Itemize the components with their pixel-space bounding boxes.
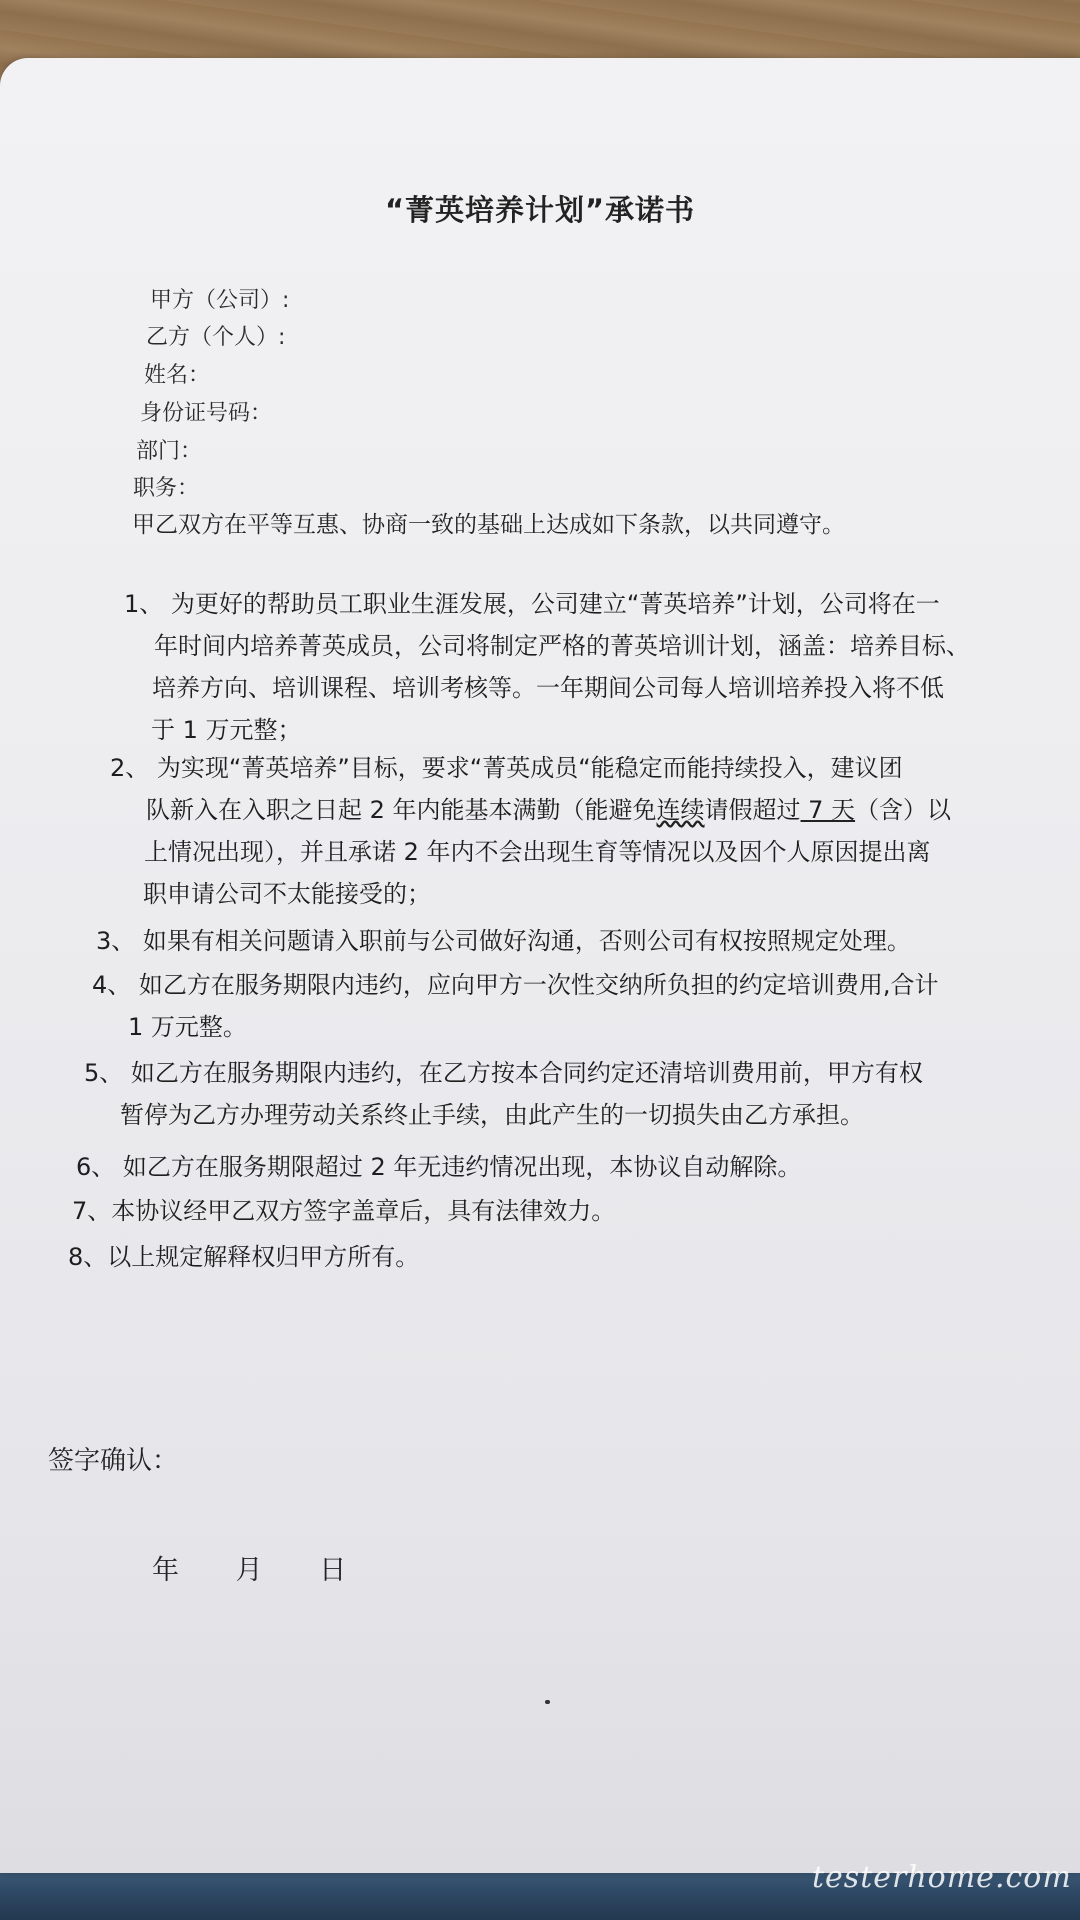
date-day-label: 日 (319, 1555, 347, 1586)
field-party-b: 乙方（个人）: (146, 325, 286, 350)
clause-7-line-1: 7、本协议经甲乙双方签字盖章后，具有法律效力。 (72, 1197, 616, 1225)
watermark: testerhome.com (812, 1860, 1072, 1895)
clause-6 (76, 1146, 801, 1188)
clause-2-line-3: 上情况出现），并且承诺 2 年内不会出现生育等情况以及因个人原因提出离 (144, 838, 931, 866)
date-month-label: 月 (235, 1555, 263, 1586)
clause-2-handwritten-wavy-underline: 连续 (656, 796, 705, 824)
clause-2-handwritten-underline: 7 天 (800, 796, 856, 824)
clause-2-line-2-middle: 请假超过 (704, 796, 801, 824)
clause-4 (92, 964, 939, 1048)
field-name: 姓名： (144, 363, 211, 388)
clause-1-line-1: 1、 为更好的帮助员工职业生涯发展，公司建立“菁英培养”计划，公司将在一 (124, 590, 940, 618)
clause-8 (68, 1236, 419, 1278)
clause-5-line-1: 5、 如乙方在服务期限内违约，在乙方按本合同约定还清培训费用前，甲方有权 (84, 1059, 923, 1087)
document-title: “菁英培养计划”承诺书 (384, 193, 696, 227)
field-id-number: 身份证号码： (140, 401, 273, 426)
clause-2-line-1: 2、 为实现“菁英培养”目标，要求“菁英成员“能稳定而能持续投入，建议团 (110, 754, 903, 782)
ink-speck (545, 1700, 550, 1704)
clause-3-line-1: 3、 如果有相关问题请入职前与公司做好沟通，否则公司有权按照规定处理。 (96, 927, 911, 955)
clause-2-line-2-before: 队新入在入职之日起 2 年内能基本满勤（能避免 (146, 796, 657, 824)
date-row (152, 1548, 394, 1587)
intro-text: 甲乙双方在平等互惠、协商一致的基础上达成如下条款，以共同遵守。 (132, 512, 845, 538)
clause-1 (124, 583, 970, 751)
clause-2-line-4: 职申请公司不太能接受的； (143, 880, 431, 908)
clause-6-line-1: 6、 如乙方在服务期限超过 2 年无违约情况出现，本协议自动解除。 (76, 1153, 802, 1181)
clause-8-line-1: 8、以上规定解释权归甲方所有。 (68, 1243, 420, 1271)
clause-1-line-3: 培养方向、培训课程、培训考核等。一年期间公司每人培训培养投入将不低 (152, 674, 944, 702)
field-department: 部门： (136, 439, 203, 464)
clause-3 (96, 920, 911, 962)
clause-1-line-2: 年时间内培养菁英成员，公司将制定严格的菁英培训计划，涵盖：培养目标、 (154, 632, 970, 660)
clause-1-line-4: 于 1 万元整； (151, 716, 302, 744)
field-position: 职务： (133, 476, 200, 501)
clause-2-line-2-after: （含）以 (855, 796, 952, 824)
clause-4-line-2: 1 万元整。 (128, 1013, 247, 1041)
clause-2-line-2 (146, 789, 951, 831)
field-party-a: 甲方（公司）: (150, 288, 290, 313)
clause-4-line-1: 4、 如乙方在服务期限内违约，应向甲方一次性交纳所负担的约定培训费用,合计 (92, 971, 939, 999)
clause-5-line-2: 暂停为乙方办理劳动关系终止手续，由此产生的一切损失由乙方承担。 (120, 1101, 864, 1129)
clause-2 (110, 747, 951, 915)
clause-7 (72, 1190, 615, 1232)
date-year-label: 年 (152, 1555, 179, 1586)
clause-5 (84, 1052, 923, 1136)
signature-label: 签字确认： (48, 1446, 179, 1476)
